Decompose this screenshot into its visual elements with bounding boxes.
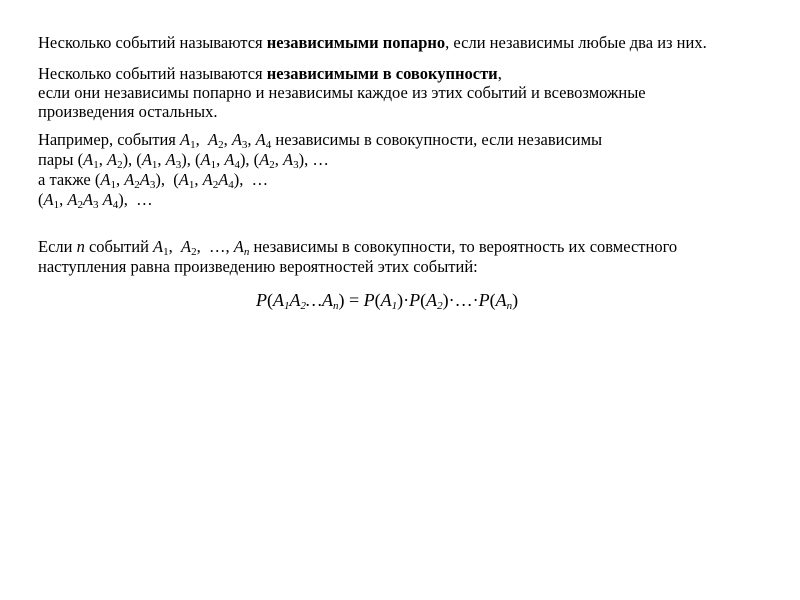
example-quadruple: ($A_1$, $A_2A_3$ $A_4$), … (38, 190, 153, 211)
example-quadruple-ellipsis: … (136, 190, 153, 209)
definition-mutual-text-a: Несколько событий называются (38, 64, 267, 83)
definition-mutual-line3: произведения остальных. (38, 102, 218, 121)
term-mutually-independent: независимыми в совокупности (266, 64, 498, 83)
example-triples-ellipsis: … (251, 170, 269, 189)
theorem-line2: наступления равна произведению вероятностей этих событий: (38, 257, 478, 276)
theorem-line1: Если n событий $A_1$, $A_2$, …, $A_n$ независимы в совокупности, то вероятность их совместного (38, 237, 678, 258)
example-tail: независимы в совокупности, если независимы (271, 130, 603, 149)
example-pairs-prefix: пары (38, 150, 78, 169)
example-triples: а также ($A_1$, $A_2A_3$), ($A_1$, $A_2A_4$), … (38, 170, 269, 191)
theorem-text-c: независимы в совокупности, то вероятность их совместного (249, 237, 678, 256)
theorem-text-a: Если (38, 237, 77, 256)
example-pairs: пары ($A_1$, $A_2$), ($A_1$, $A_3$), ($A_1$, $A_4$), ($A_2$, $A_3$), … (38, 150, 329, 171)
definition-pairwise-text-c: , если независимы любые два из них. (445, 33, 707, 52)
definition-mutual-text-c: , (497, 64, 502, 83)
theorem-text-b: событий (84, 237, 154, 256)
definition-pairwise-text-a: Несколько событий называются (38, 33, 267, 52)
definition-pairwise (38, 34, 707, 52)
term-pairwise-independent: независимыми попарно (266, 33, 446, 52)
example-pairs-ellipsis: … (312, 150, 329, 169)
definition-mutual-line2: если они независимы попарно и независимы каждое из этих событий и всевозможные (38, 83, 646, 102)
example-also-prefix: а также (38, 170, 95, 189)
example-line1: Например, события $A_1$, $A_2$, $A_3$, $A_4$ независимы в совокупности, если независимы (38, 130, 603, 151)
product-formula: $P(A_1A_2\dots A_n)$ = $P(A_1)\cdot P(A_2)\cdot\dots\cdot P(A_n)$ (256, 290, 519, 312)
example-intro: Например, события (38, 130, 181, 149)
definition-mutual-line1 (38, 65, 502, 83)
